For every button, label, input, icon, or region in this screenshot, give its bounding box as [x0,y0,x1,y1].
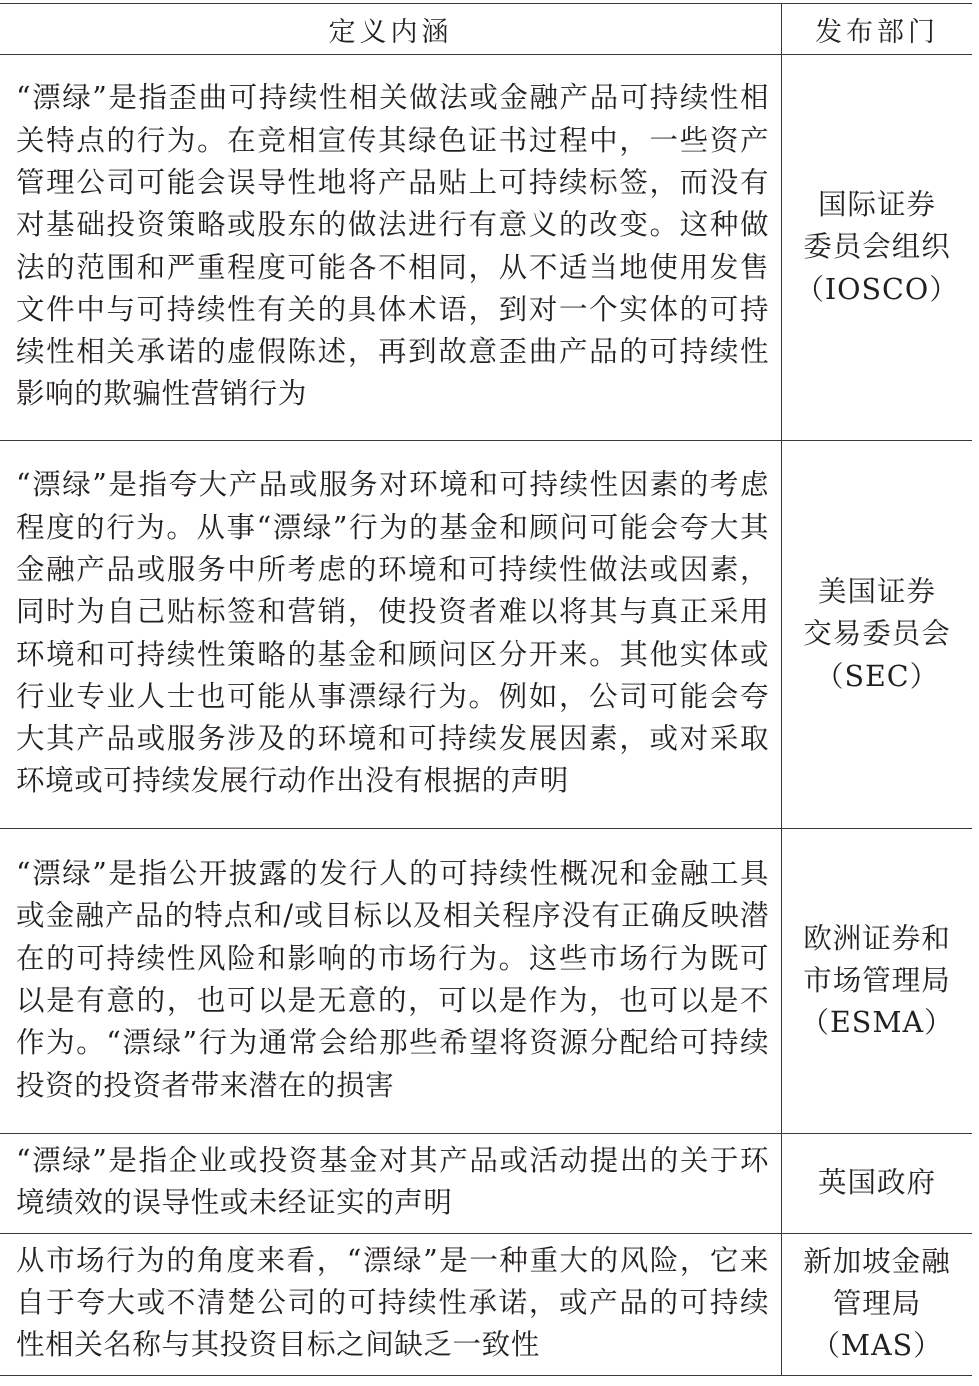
definition-cell [0,441,782,829]
definition-text: “漂绿”是指夸大产品或服务对环境和可持续性因素的考虑程度的行为。从事“漂绿”行为的基金和顾问可能会夸大其金融产品或服务中所考虑的环境和可持续性做法或因素，同时为自己贴标签和营销，使投资者难以将其与真正采用环境和可持续性策略的基金和顾问区分开来。其他实体或行业专业人士也可能从事漂绿行为。例如，公司可能会夸大其产品或服务涉及的环境和可持续发展因素，或对采取环境或可持续发展行动作出没有根据的声明 [16,468,770,798]
department-text [782,1241,972,1368]
greenwashing-definitions-table [0,3,972,1376]
department-cell [782,441,972,829]
department-text [782,571,972,698]
department-cell [782,1134,972,1234]
department-line: 欧洲证券和 [803,921,951,955]
department-line: （ESMA） [800,1006,954,1040]
definition-text: “漂绿”是指公开披露的发行人的可持续性概况和金融工具或金融产品的特点和/或目标以及相关程序没有正确反映潜在的可持续性风险和影响的市场行为。这些市场行为既可以是有意的，也可以是无意的，可以是作为，也可以是不作为。“漂绿”行为通常会给那些希望将资源分配给可持续投资的投资者带来潜在的损害 [16,857,770,1102]
department-cell [782,1233,972,1375]
department-line: 市场管理局 [803,963,951,997]
department-line: （IOSCO） [795,272,959,306]
department-line: 美国证券 [818,575,937,609]
table-header-row [0,4,972,55]
department-text [782,184,972,311]
header-definition: 定义内涵 [0,4,782,55]
department-cell [782,55,972,441]
definition-text: “漂绿”是指企业或投资基金对其产品或活动提出的关于环境绩效的误导性或未经证实的声明 [16,1144,770,1220]
department-line: （SEC） [814,659,940,693]
table-row [0,1134,972,1234]
department-line: （MAS） [811,1329,943,1363]
table-row [0,441,972,829]
definition-text: 从市场行为的角度来看，“漂绿”是一种重大的风险，它来自于夸大或不清楚公司的可持续性承诺，或产品的可持续性相关名称与其投资目标之间缺乏一致性 [16,1243,770,1362]
department-text [782,918,972,1045]
header-department: 发布部门 [782,4,972,55]
department-line: 英国政府 [818,1166,937,1200]
department-line: 新加坡金融 [803,1244,951,1278]
department-line: 管理局 [832,1286,922,1320]
definition-cell [0,1134,782,1234]
definition-cell [0,55,782,441]
table-row [0,829,972,1134]
table-row [0,55,972,441]
department-cell [782,829,972,1134]
definition-text: “漂绿”是指歪曲可持续性相关做法或金融产品可持续性相关特点的行为。在竞相宣传其绿色证书过程中，一些资产管理公司可能会误导性地将产品贴上可持续标签，而没有对基础投资策略或股东的做法进行有意义的改变。这种做法的范围和严重程度可能各不相同，从不适当地使用发售文件中与可持续性有关的具体术语，到对一个实体的可持续性相关承诺的虚假陈述，再到故意歪曲产品的可持续性影响的欺骗性营销行为 [16,81,770,411]
table-row [0,1233,972,1375]
department-line: 交易委员会 [803,617,951,651]
department-text [782,1162,972,1204]
definition-cell [0,1233,782,1375]
department-line: 国际证券 [818,188,937,222]
definition-cell [0,829,782,1134]
department-line: 委员会组织 [803,230,951,264]
